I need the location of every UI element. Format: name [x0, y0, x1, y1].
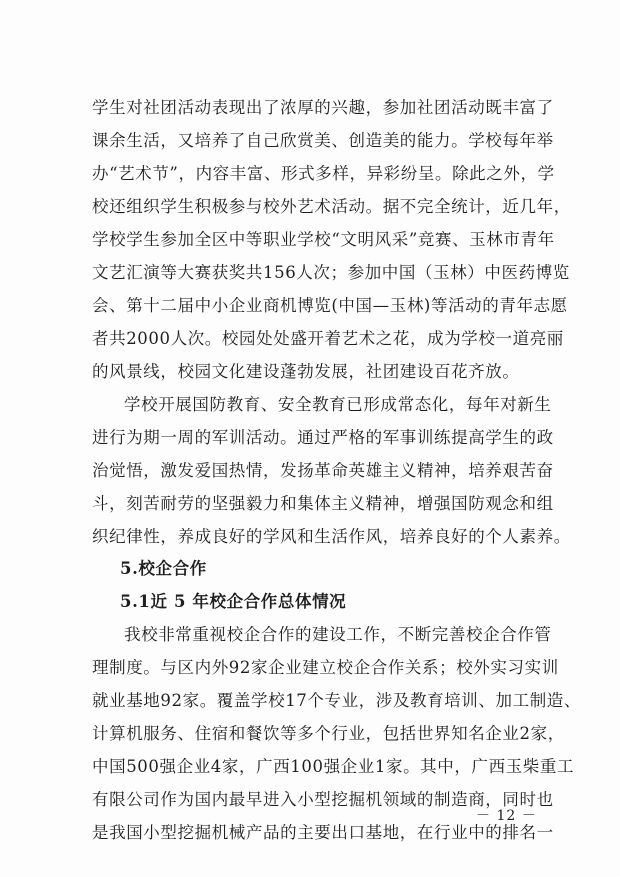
paragraph1-line: 校还组织学生积极参与校外艺术活动。据不完全统计，近几年，	[92, 197, 571, 216]
paragraph3-line: 就业基地92家。覆盖学校17个专业，涉及教育培训、加工制造、	[92, 691, 581, 710]
paragraph3-line: 理制度。与区内外92家企业建立校企合作关系；校外实习实训	[92, 658, 559, 677]
paragraph3-line: 计算机服务、住宿和餐饮等多个行业，包括世界知名企业2家，	[92, 724, 565, 743]
paragraph1-line: 学生对社团活动表现出了浓厚的兴趣，参加社团活动既丰富了	[92, 98, 554, 117]
paragraph3-line: 是我国小型挖掘机械产品的主要出口基地，在行业中的排名一	[92, 823, 554, 842]
paragraph3-line: 我校非常重视校企合作的建设工作，不断完善校企合作管	[124, 625, 552, 644]
paragraph2-line: 斗，刻苦耐劳的坚强毅力和集体主义精神，增强国防观念和组	[92, 494, 554, 513]
paragraph1-line: 办“艺术节”，内容丰富、形式多样，异彩纷呈。除此之外，学	[92, 164, 555, 183]
paragraph1-line: 文艺汇演等大赛获奖共156人次；参加中国（玉林）中医药博览	[92, 263, 570, 282]
paragraph2-line: 进行为期一周的军训活动。通过严格的军事训练提高学生的政	[92, 428, 554, 447]
paragraph2-line: 织纪律性，养成良好的学风和生活作风，培养良好的个人素养。	[92, 527, 571, 546]
section-heading: 5.校企合作	[120, 559, 207, 578]
paragraph3-line: 有限公司作为国内最早进入小型挖掘机领域的制造商，同时也	[92, 790, 554, 809]
paragraph2-line: 治觉悟，激发爱国热情，发扬革命英雄主义精神，培养艰苦奋	[92, 461, 554, 480]
subsection-heading: 5.1近 5 年校企合作总体情况	[120, 592, 347, 611]
paragraph1-line: 课余生活，又培养了自己欣赏美、创造美的能力。学校每年举	[92, 131, 554, 150]
paragraph1-line: 的风景线，校园文化建设蓬勃发展，社团建设百花齐放。	[92, 362, 520, 381]
paragraph1-line: 会、第十二届中小企业商机博览(中国—玉林)等活动的青年志愿	[92, 296, 568, 315]
paragraph3-line: 中国500强企业4家，广西100强企业1家。其中，广西玉柴重工	[92, 757, 575, 776]
page-number: － 12 －	[476, 808, 537, 824]
paragraph1-line: 者共2000人次。校园处处盛开着艺术之花，成为学校一道亮丽	[92, 329, 564, 348]
paragraph2-line: 学校开展国防教育、安全教育已形成常态化，每年对新生	[124, 395, 552, 414]
paragraph1-line: 学校学生参加全区中等职业学校“文明风采”竞赛、玉林市青年	[92, 230, 555, 249]
